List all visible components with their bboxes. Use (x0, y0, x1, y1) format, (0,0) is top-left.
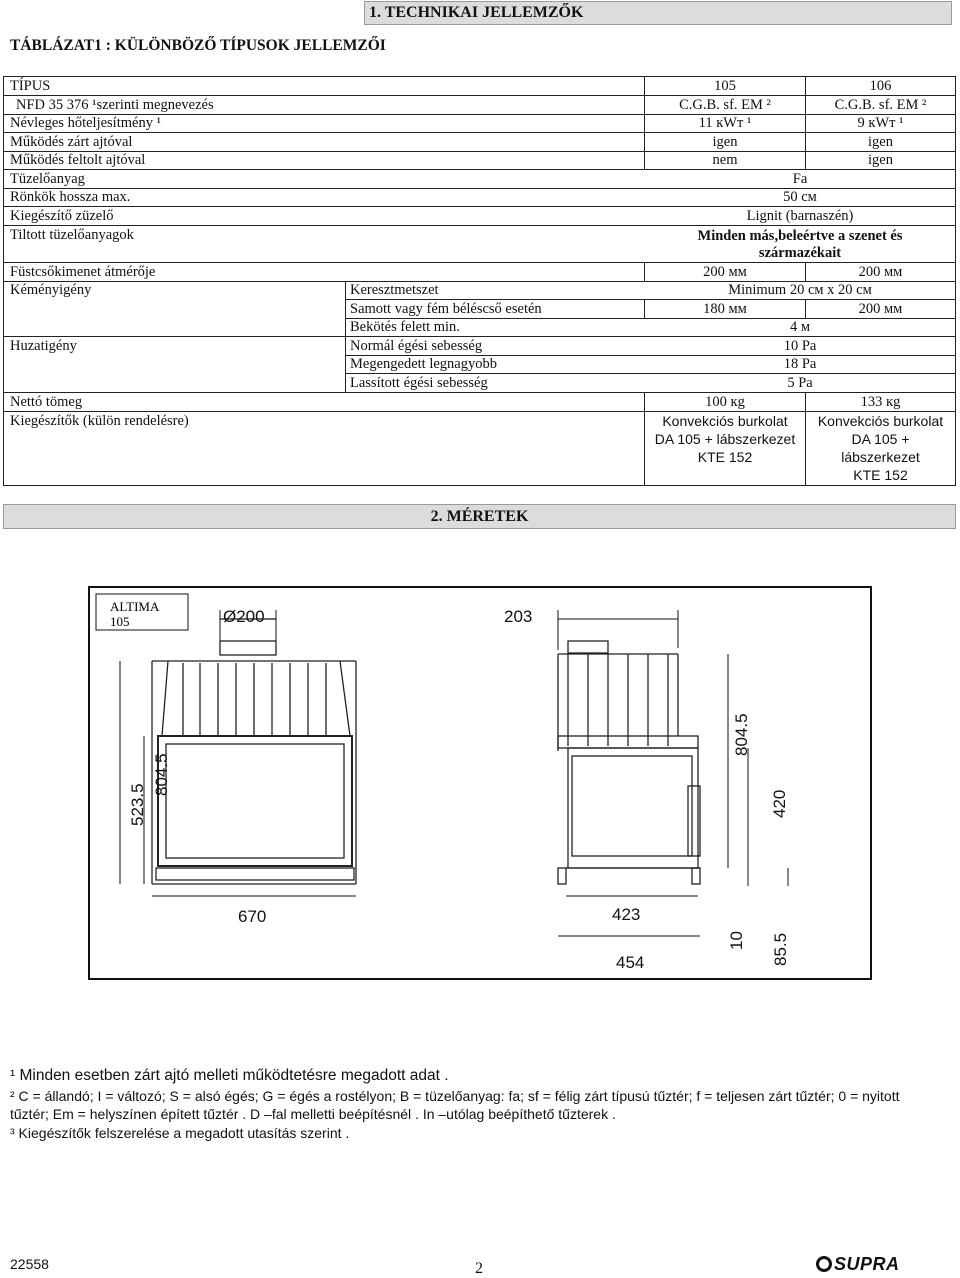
row-nfd-v2: C.G.B. sf. EM ² (834, 97, 927, 113)
dim-flue-offset: 203 (504, 607, 533, 626)
section1-title: 1. TECHNIKAI JELLEMZŐK (369, 4, 584, 21)
dim-opening-height: 523.5 (128, 783, 147, 826)
row-power-v2: 9 кWт ¹ (857, 115, 904, 131)
row-open-v1: nem (712, 152, 738, 168)
table-title: TÁBLÁZAT1 : KÜLÖNBÖZŐ TÍPUSOK JELLEMZŐI (10, 37, 386, 54)
row-flue-label: Füstcsőkimenet átmérője (10, 264, 156, 280)
row-chimney-label: Kéményigény (10, 282, 92, 298)
accessories-v2-line: DA 105 + (851, 431, 910, 447)
row-flue-v2: 200 мм (858, 264, 903, 280)
row-accessories-v1 (645, 412, 805, 466)
row-accessories-label: Kiegészítők (külön rendelésre) (10, 413, 189, 429)
accessories-v2-line: KTE 152 (853, 467, 908, 483)
brand-logo-icon (816, 1256, 832, 1272)
row-fuel-label: Tüzelőanyag (10, 171, 85, 187)
row-chimney-sub2-label: Samott vagy fém béléscső esetén (350, 301, 542, 317)
row-chimney-sub3-value: 4 м (789, 319, 811, 335)
row-draft-sub3-value: 5 Pa (787, 375, 813, 391)
dim-foot: 10 (727, 931, 746, 950)
row-log-value: 50 см (783, 189, 817, 205)
row-open-v2: igen (868, 152, 893, 168)
footnote-1: ¹ Minden esetben zárt ajtó melleti működtetésre megadott adat . (10, 1067, 449, 1084)
drawing-svg (88, 586, 872, 980)
row-draft-sub3-label: Lassított égési sebesség (350, 375, 488, 391)
accessories-v2-line: lábszerkezet (841, 449, 920, 465)
brand-logo-text: SUPRA (834, 1253, 900, 1274)
footnote-2b: tűztér; Em = helyszínen épített tűztér . D –fal melletti beépítésnél . In –utólag beépíthető tűzterek . (10, 1106, 616, 1122)
dim-side-height: 420 (770, 789, 789, 818)
accessories-v2-line: Konvekciós burkolat (817, 413, 944, 429)
dim-total-height-side: 804.5 (732, 713, 751, 756)
model-label-line1: ALTIMA (110, 599, 160, 614)
row-accessories-v2 (806, 412, 955, 484)
page-number: 2 (475, 1260, 483, 1277)
row-closed-label: Működés zárt ajtóval (10, 134, 133, 150)
row-chimney-sub1-label: Keresztmetszet (350, 282, 439, 298)
row-closed-v2: igen (868, 134, 893, 150)
side-view (558, 641, 700, 884)
accessories-v1-line: DA 105 + lábszerkezet (654, 431, 796, 447)
accessories-v1-line: Konvekciós burkolat (662, 413, 788, 429)
dim-width: 670 (238, 907, 267, 926)
row-forbidden-value-1: Minden más,beleértve a szenet és (697, 228, 903, 244)
row-draft-sub1-label: Normál égési sebesség (350, 338, 483, 354)
section2-band (3, 504, 956, 529)
section1-band (364, 1, 952, 25)
drawing-border (89, 587, 871, 979)
row-draft-sub2-value: 18 Pa (783, 356, 817, 372)
doc-number: 22558 (10, 1256, 49, 1272)
row-weight-v2: 133 кg (860, 394, 901, 410)
accessories-v1-line: KTE 152 (697, 449, 753, 465)
row-draft-label: Huzatigény (10, 338, 77, 354)
row-weight-v1: 100 кg (705, 394, 745, 410)
row-draft-sub1-value: 10 Pa (783, 338, 817, 354)
row-draft-sub2-label: Megengedett legnagyobb (350, 356, 497, 372)
dim-depth-inner: 423 (612, 905, 641, 924)
row-chimney-sub3-label: Bekötés felett min. (350, 319, 460, 335)
row-forbidden-value-2: származékait (758, 245, 842, 261)
dim-total-height-front: 804.5 (152, 753, 171, 796)
dim-foot-height: 85.5 (771, 932, 790, 966)
row-chimney-sub2-v1: 180 мм (703, 301, 747, 317)
row-fuel-value: Fa (792, 171, 808, 187)
dim-depth-total: 454 (616, 953, 645, 972)
row-power-v1: 11 кWт ¹ (698, 115, 752, 131)
front-view (152, 641, 356, 884)
row-nfd-v1: C.G.B. sf. EM ² (679, 97, 771, 113)
row-open-label: Működés feltolt ajtóval (10, 152, 146, 168)
row-flue-v1: 200 мм (703, 264, 747, 280)
row-tipus-label: TÍPUS (10, 78, 51, 94)
row-chimney-sub1-value: Minimum 20 см x 20 см (728, 282, 872, 298)
brand-logo (816, 1254, 900, 1274)
row-nfd-label: NFD 35 376 ¹szerinti megnevezés (16, 97, 214, 113)
model-label-line2: 105 (110, 614, 130, 629)
row-closed-v1: igen (712, 134, 738, 150)
row-power-label: Névleges hőteljesítmény ¹ (10, 115, 161, 131)
footnote-3: ³ Kiegészítők felszerelése a megadott utasítás szerint . (10, 1125, 350, 1141)
row-extra-fuel-label: Kiegészítő züzelő (10, 208, 114, 224)
row-tipus-v2: 106 (869, 78, 892, 94)
row-weight-label: Nettó tömeg (10, 394, 83, 410)
row-forbidden-label: Tiltott tüzelőanyagok (10, 227, 134, 243)
row-extra-fuel-value: Lignit (barnaszén) (746, 208, 854, 224)
dimension-drawing (88, 586, 872, 980)
row-tipus-v1: 105 (714, 78, 736, 94)
row-log-label: Rönkök hossza max. (10, 189, 131, 205)
row-chimney-sub2-v2: 200 мм (858, 301, 903, 317)
footnote-2a: ² C = állandó; I = változó; S = alsó égés; G = égés a rostélyon; B = tüzelőanyag: fa; sf = félig zárt típusú tűztér; f = teljesen zárt tűztér; 0 = nyitott (10, 1088, 900, 1104)
section2-title: 2. MÉRETEK (430, 508, 529, 525)
dim-flue-diameter: Ø200 (223, 607, 265, 626)
